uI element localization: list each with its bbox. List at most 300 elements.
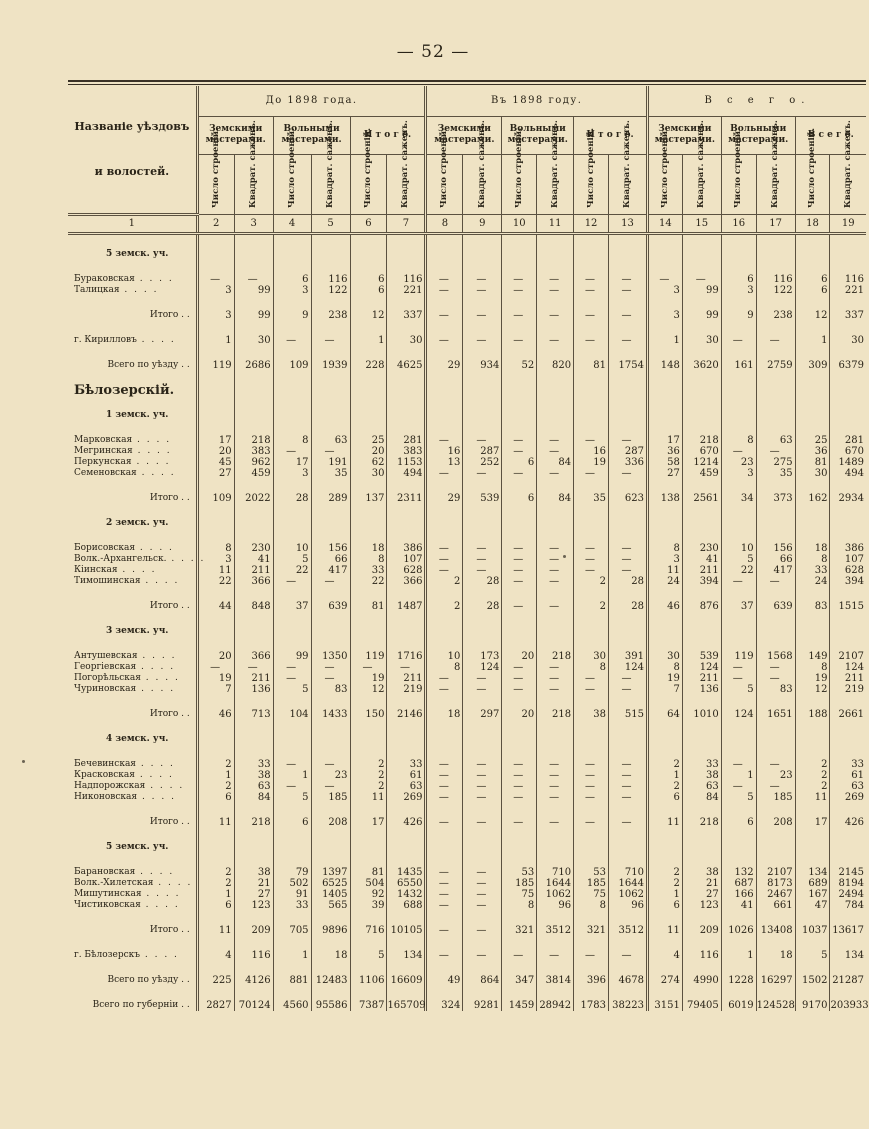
value-cell: 33 — [273, 900, 311, 911]
value-cell: 1489 — [830, 457, 866, 468]
value-cell: — — [426, 950, 463, 961]
value-cell: — — [608, 759, 647, 770]
value-cell: — — [574, 565, 609, 576]
value-cell: 1 — [647, 889, 682, 900]
value-cell: 2 — [350, 781, 387, 792]
value-cell: 1435 — [387, 867, 426, 878]
value-cell: 29 — [426, 493, 463, 504]
value-cell: — — [426, 759, 463, 770]
value-cell: — — [574, 274, 609, 285]
value-cell: 96 — [537, 900, 574, 911]
value-cell: 218 — [682, 817, 721, 828]
value-cell: — — [574, 759, 609, 770]
value-cell: — — [608, 792, 647, 803]
value-cell: 218 — [234, 435, 273, 446]
value-cell: 11 — [795, 792, 830, 803]
value-cell: 62 — [350, 457, 387, 468]
value-cell: — — [426, 285, 463, 296]
value-cell: — — [574, 435, 609, 446]
col-buildings-header — [721, 127, 756, 214]
value-cell: 289 — [311, 493, 350, 504]
row-label-text: Погорѣльская — [74, 672, 141, 683]
value-cell: 124 — [682, 662, 721, 673]
value-cell: 53 — [502, 867, 537, 878]
value-cell: 30 — [682, 335, 721, 346]
value-cell: 124 — [721, 709, 756, 720]
value-cell: 211 — [387, 673, 426, 684]
value-cell: 18 — [426, 709, 463, 720]
value-cell: 28 — [463, 601, 502, 612]
value-cell: 20 — [197, 446, 234, 457]
volost-name — [68, 457, 197, 468]
row-label-text: Надпорожская — [74, 780, 146, 791]
volost-name — [68, 792, 197, 803]
value-cell: 22 — [350, 576, 387, 587]
value-cell: 19 — [350, 673, 387, 684]
subtotal-row — [68, 709, 866, 720]
value-cell: — — [502, 285, 537, 296]
volost-name — [68, 684, 197, 695]
value-cell: 12483 — [311, 975, 350, 986]
total-label — [68, 360, 197, 371]
value-cell: — — [234, 662, 273, 673]
value-cell: 1716 — [387, 651, 426, 662]
table-row — [68, 759, 866, 770]
value-cell: 6 — [795, 274, 830, 285]
value-cell: 20 — [502, 709, 537, 720]
value-cell: 58 — [647, 457, 682, 468]
value-cell: 1350 — [311, 651, 350, 662]
value-cell: 23 — [721, 457, 756, 468]
value-cell: 211 — [830, 673, 866, 684]
value-cell: 116 — [756, 274, 795, 285]
value-cell: 218 — [537, 651, 574, 662]
value-cell: 396 — [574, 975, 609, 986]
subgroup-header: Земскими мастерами. — [647, 116, 721, 154]
volost-name — [68, 867, 197, 878]
subtotal-label — [68, 493, 197, 504]
col-buildings-header — [350, 127, 387, 214]
value-cell: — — [574, 792, 609, 803]
value-cell: 321 — [502, 925, 537, 936]
spacer-row — [68, 637, 866, 651]
value-cell: — — [502, 601, 537, 612]
value-cell: 417 — [756, 565, 795, 576]
value-cell: 17 — [350, 817, 387, 828]
value-cell: — — [502, 792, 537, 803]
value-cell: — — [574, 781, 609, 792]
value-cell: 2 — [197, 878, 234, 889]
value-cell: 21287 — [830, 975, 866, 986]
value-cell: — — [537, 817, 574, 828]
leader-dots: . . . . — [135, 866, 175, 877]
value-cell: 386 — [830, 543, 866, 554]
row-label-text: Итого — [149, 600, 179, 611]
value-cell: — — [463, 889, 502, 900]
value-cell: — — [608, 770, 647, 781]
value-cell: 185 — [311, 792, 350, 803]
value-cell: 119 — [197, 360, 234, 371]
value-cell: 225 — [197, 975, 234, 986]
value-cell: 1 — [197, 335, 234, 346]
spacer-row — [68, 504, 866, 518]
value-cell: — — [463, 792, 502, 803]
value-cell: — — [756, 446, 795, 457]
value-cell: — — [756, 576, 795, 587]
value-cell: 84 — [234, 792, 273, 803]
value-cell: 185 — [756, 792, 795, 803]
vertical-label: Квадрат. саженъ. — [696, 120, 707, 208]
value-cell: — — [721, 576, 756, 587]
value-cell: 2561 — [682, 493, 721, 504]
value-cell: 33 — [795, 565, 830, 576]
subtotal-row — [68, 817, 866, 828]
value-cell: 99 — [682, 310, 721, 321]
spacer-row — [68, 745, 866, 759]
row-label-text: Тимошинская — [74, 575, 141, 586]
value-cell: 35 — [756, 468, 795, 479]
value-cell: 9 — [721, 310, 756, 321]
value-cell: — — [463, 867, 502, 878]
value-cell: 96 — [608, 900, 647, 911]
value-cell: 149 — [795, 651, 830, 662]
value-cell: 337 — [830, 310, 866, 321]
row-label-text: Мегринская — [74, 445, 133, 456]
value-cell: — — [756, 759, 795, 770]
value-cell: — — [463, 673, 502, 684]
value-cell: — — [463, 781, 502, 792]
value-cell: 1228 — [721, 975, 756, 986]
value-cell: — — [537, 274, 574, 285]
table-row — [68, 900, 866, 911]
subgroup-header: Вольными мастерами. — [502, 116, 574, 154]
value-cell: — — [387, 662, 426, 673]
value-cell: 8 — [574, 662, 609, 673]
value-cell: 6 — [502, 457, 537, 468]
value-cell: 309 — [795, 360, 830, 371]
value-cell: 1 — [795, 335, 830, 346]
value-cell: 9896 — [311, 925, 350, 936]
value-cell: — — [537, 310, 574, 321]
value-cell: 20 — [350, 446, 387, 457]
value-cell: 1010 — [682, 709, 721, 720]
value-cell: 21 — [682, 878, 721, 889]
value-cell: 185 — [574, 878, 609, 889]
column-number: 16 — [721, 214, 756, 233]
value-cell: 1644 — [608, 878, 647, 889]
value-cell: 92 — [350, 889, 387, 900]
value-cell: — — [426, 435, 463, 446]
name-header-line: Названіе уѣздовъ — [74, 120, 190, 134]
value-cell: 20 — [502, 651, 537, 662]
value-cell: 23 — [756, 770, 795, 781]
value-cell: 426 — [830, 817, 866, 828]
column-number: 14 — [647, 214, 682, 233]
value-cell: — — [608, 543, 647, 554]
volost-name — [68, 274, 197, 285]
value-cell: — — [647, 274, 682, 285]
value-cell: 19 — [795, 673, 830, 684]
value-cell: — — [502, 335, 537, 346]
table-row — [68, 543, 866, 554]
value-cell: 287 — [608, 446, 647, 457]
statistics-table — [68, 86, 869, 1011]
spacer-row — [68, 321, 866, 335]
value-cell: — — [463, 468, 502, 479]
value-cell: 5 — [273, 792, 311, 803]
value-cell: — — [574, 684, 609, 695]
value-cell: 34 — [721, 493, 756, 504]
value-cell: 66 — [756, 554, 795, 565]
column-number: 17 — [756, 214, 795, 233]
value-cell: 3 — [197, 285, 234, 296]
value-cell: 10 — [721, 543, 756, 554]
value-cell: 188 — [795, 709, 830, 720]
total-row — [68, 360, 866, 371]
value-cell: 28 — [608, 601, 647, 612]
value-cell: 1433 — [311, 709, 350, 720]
volost-name — [68, 565, 197, 576]
value-cell: — — [463, 274, 502, 285]
value-cell: — — [273, 446, 311, 457]
value-cell: 28 — [608, 576, 647, 587]
vertical-label: Число строеній. — [439, 127, 450, 208]
value-cell: 84 — [682, 792, 721, 803]
value-cell: 2107 — [830, 651, 866, 662]
value-cell: 36 — [647, 446, 682, 457]
section-label: 3 земск. уч. — [106, 625, 169, 636]
subtotal-row — [68, 310, 866, 321]
value-cell: — — [502, 673, 537, 684]
table-row — [68, 651, 866, 662]
value-cell: — — [608, 565, 647, 576]
value-cell: 1 — [721, 770, 756, 781]
value-cell: 3 — [197, 310, 234, 321]
leader-dots: . . . . — [140, 672, 180, 683]
value-cell: 185 — [502, 878, 537, 889]
value-cell: 2022 — [234, 493, 273, 504]
leader-dots: . . . . — [153, 877, 193, 888]
value-cell: 394 — [682, 576, 721, 587]
value-cell: 1106 — [350, 975, 387, 986]
subtotal-row — [68, 601, 866, 612]
value-cell: 1644 — [537, 878, 574, 889]
column-number: 6 — [350, 214, 387, 233]
table-row — [68, 468, 866, 479]
value-cell: 161 — [721, 360, 756, 371]
value-cell: 63 — [311, 435, 350, 446]
value-cell: 63 — [756, 435, 795, 446]
value-cell: 3 — [647, 285, 682, 296]
value-cell: — — [463, 684, 502, 695]
value-cell: 18 — [311, 950, 350, 961]
subtotal-label — [68, 709, 197, 720]
leader-dots: . . . . — [135, 542, 174, 553]
value-cell: 2 — [574, 576, 609, 587]
value-cell: 75 — [574, 889, 609, 900]
volost-name — [68, 576, 197, 587]
value-cell: — — [463, 435, 502, 446]
value-cell: — — [756, 673, 795, 684]
value-cell: 134 — [830, 950, 866, 961]
value-cell: 366 — [234, 651, 273, 662]
row-label-text: Мишутинская — [74, 888, 142, 899]
value-cell: 8 — [273, 435, 311, 446]
value-cell: 21 — [234, 878, 273, 889]
value-cell: — — [537, 565, 574, 576]
value-cell: 687 — [721, 878, 756, 889]
value-cell: 417 — [311, 565, 350, 576]
value-cell: 95586 — [311, 1000, 350, 1011]
volost-name — [68, 468, 197, 479]
volost-name — [68, 662, 197, 673]
leader-dots: . . . . — [136, 683, 176, 694]
value-cell: 864 — [463, 975, 502, 986]
value-cell: 18 — [756, 950, 795, 961]
leader-dots: . . — [178, 492, 190, 503]
value-cell: — — [426, 684, 463, 695]
value-cell: — — [273, 662, 311, 673]
value-cell: 4990 — [682, 975, 721, 986]
value-cell: 134 — [387, 950, 426, 961]
value-cell: 119 — [350, 651, 387, 662]
row-label-text: Всего по уѣзду — [107, 974, 179, 985]
value-cell: 38 — [574, 709, 609, 720]
column-number: 2 — [197, 214, 234, 233]
column-number: 3 — [234, 214, 273, 233]
row-label-text: Бечевинская — [74, 758, 136, 769]
value-cell: 3814 — [537, 975, 574, 986]
value-cell: 30 — [647, 651, 682, 662]
value-cell: 116 — [387, 274, 426, 285]
value-cell: 63 — [830, 781, 866, 792]
value-cell: 8 — [574, 900, 609, 911]
subtotal-label — [68, 817, 197, 828]
value-cell: 688 — [387, 900, 426, 911]
value-cell: 136 — [234, 684, 273, 695]
value-cell: 6 — [273, 817, 311, 828]
value-cell: 17 — [197, 435, 234, 446]
column-number: 7 — [387, 214, 426, 233]
value-cell: 8 — [197, 543, 234, 554]
table-row — [68, 565, 866, 576]
value-cell: 713 — [234, 709, 273, 720]
value-cell: — — [502, 274, 537, 285]
value-cell: 53 — [574, 867, 609, 878]
value-cell: 124 — [608, 662, 647, 673]
value-cell: — — [574, 817, 609, 828]
row-label-text: Волк.-Архангельск. — [74, 553, 167, 564]
value-cell: 9 — [273, 310, 311, 321]
value-cell: 3 — [273, 285, 311, 296]
value-cell: — — [608, 950, 647, 961]
volost-name — [68, 335, 197, 346]
value-cell: 83 — [795, 601, 830, 612]
value-cell: 107 — [830, 554, 866, 565]
value-cell: 116 — [311, 274, 350, 285]
leader-dots: . . — [178, 924, 190, 935]
vertical-label: Число строеній. — [585, 127, 596, 208]
row-label-text: Итого — [149, 924, 179, 935]
value-cell: 191 — [311, 457, 350, 468]
value-cell: 6019 — [721, 1000, 756, 1011]
value-cell: — — [311, 335, 350, 346]
value-cell: — — [502, 662, 537, 673]
value-cell: — — [463, 285, 502, 296]
value-cell: 27 — [647, 468, 682, 479]
value-cell: — — [537, 684, 574, 695]
value-cell: 30 — [387, 335, 426, 346]
name-column-header — [68, 86, 197, 214]
value-cell: — — [574, 554, 609, 565]
value-cell: — — [311, 662, 350, 673]
value-cell: — — [608, 684, 647, 695]
value-cell: 79405 — [682, 1000, 721, 1011]
value-cell: 628 — [387, 565, 426, 576]
row-label-text: Антушевская — [74, 650, 138, 661]
value-cell: 13408 — [756, 925, 795, 936]
value-cell: 218 — [682, 435, 721, 446]
value-cell: — — [502, 576, 537, 587]
value-cell: 25 — [795, 435, 830, 446]
leader-dots: . . . . — [137, 791, 176, 802]
value-cell: 2686 — [234, 360, 273, 371]
value-cell: — — [311, 673, 350, 684]
value-cell: 13 — [426, 457, 463, 468]
spacer-row — [68, 803, 866, 817]
value-cell: 18 — [350, 543, 387, 554]
volost-name — [68, 435, 197, 446]
value-cell: 33 — [387, 759, 426, 770]
value-cell: 274 — [647, 975, 682, 986]
value-cell: — — [756, 662, 795, 673]
table-row — [68, 889, 866, 900]
value-cell: 9170 — [795, 1000, 830, 1011]
value-cell: 2494 — [830, 889, 866, 900]
value-cell: 30 — [234, 335, 273, 346]
value-cell: — — [502, 446, 537, 457]
value-cell: 962 — [234, 457, 273, 468]
total-label — [68, 1000, 197, 1011]
row-label-text: Барановская — [74, 866, 136, 877]
row-label-text: Бураковская — [74, 273, 135, 284]
value-cell: — — [756, 781, 795, 792]
value-cell: 2 — [647, 867, 682, 878]
value-cell: 124 — [463, 662, 502, 673]
table-row — [68, 781, 866, 792]
value-cell: 3151 — [647, 1000, 682, 1011]
column-number: 11 — [537, 214, 574, 233]
value-cell: 3 — [273, 468, 311, 479]
value-cell: 84 — [537, 493, 574, 504]
subtotal-row — [68, 493, 866, 504]
value-cell: 2145 — [830, 867, 866, 878]
value-cell: 11 — [647, 817, 682, 828]
value-cell: 81 — [574, 360, 609, 371]
value-cell: 230 — [234, 543, 273, 554]
value-cell: 38 — [682, 770, 721, 781]
col-buildings-header — [197, 127, 234, 214]
value-cell: 1062 — [608, 889, 647, 900]
value-cell: 38 — [682, 867, 721, 878]
leader-dots: . . . . — [140, 899, 180, 910]
column-number: 9 — [463, 214, 502, 233]
value-cell: 52 — [502, 360, 537, 371]
value-cell: 211 — [234, 673, 273, 684]
value-cell: — — [426, 770, 463, 781]
subtotal-label — [68, 310, 197, 321]
value-cell: 221 — [387, 285, 426, 296]
